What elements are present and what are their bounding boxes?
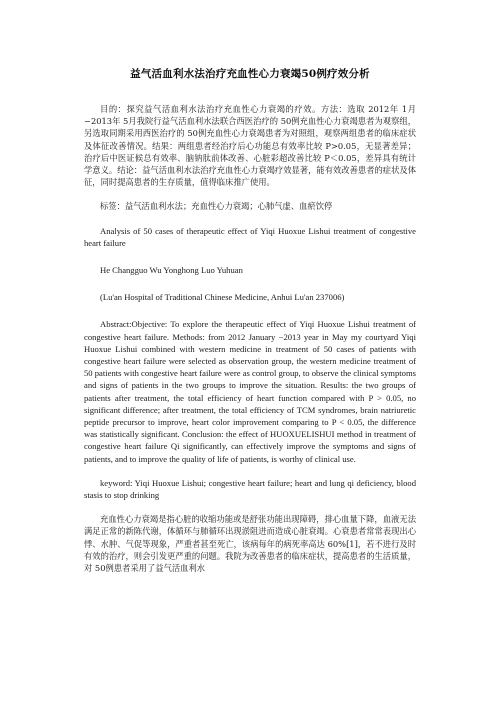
keywords-english: keyword: Yiqi Huoxue Lishui; congestive heart failure; heart and lung qi deficiency, blood stasis to stop drinking <box>84 477 416 501</box>
author-affiliation: (Lu'an Hospital of Traditional Chinese Medicine, Anhui Lu'an 237006) <box>100 292 345 303</box>
body-paragraph: 充血性心力衰竭是指心脏的收缩功能或是舒张功能出现障碍，排心血量下降，血液无法满足正常的新陈代谢，体循环与肺循环出现淤阻进而造成心脏衰竭。心衰患者常常表现出心悸、水肿、气促等现象，严重者甚至死亡，该病每年的病死率高达 60%[1]，若不进行及时有效的治疗，则会引发更严重的问题。我院为改善患者的临床症状，提高患者的生活质量，对 50例患者采用了益气活血利水 <box>84 514 416 574</box>
abstract-chinese: 目的：探究益气活血利水法治疗充血性心力衰竭的疗效。方法：选取 2012年 1月−2013年 5月我院行益气活血利水法联合西医治疗的 50例充血性心力衰竭患者为观察组，另选取同期采用西医治疗的 50例充血性心力衰竭患者为对照组，观察两组患者的临床症状及体征改善情况。结果：两组患者经治疗后心功能总有效率比较 P>0.05，无显著差异；治疗后中医证候总有效率、脑钠肽前体改善、心脏彩超改善比较 P＜0.05，差异具有统计学意义。结论：益气活血利水法治疗充血性心力衰竭疗效显著，能有效改善患者的症状及体征，同时提高患者的生存质量，值得临床推广使用。 <box>84 104 416 188</box>
abstract-english: Abstract:Objective: To explore the therapeutic effect of Yiqi Huoxue Lishui treatment of congestive heart failure. Methods: from 2012 January −2013 year in May my courtyard Yiqi Huoxue Lishui combined with western medicine in treatment of 50 cases of patients with congestive heart failure were selected as observation group, the western medicine treatment of 50 patients with congestive heart failure were as control group, to observe the clinical symptoms and signs of patients in the two groups to improve the situation. Results: the two groups of patients after treatment, the total efficiency of heart function compared with P > 0.05, no significant difference; after treatment, the total efficiency of TCM syndromes, brain natriuretic peptide precursor to improve, heart color improvement comparing to P < 0.05, the difference was statistically significant. Conclusion: the effect of HUOXUELISHUI method in treatment of congestive heart failure Qi significantly, can effectively improve the symptoms and signs of patients, and to improve the quality of life of patients, is worthy of clinical use. <box>84 319 416 464</box>
author-names: He Changguo Wu Yonghong Luo Yuhuan <box>100 265 243 276</box>
keywords-chinese: 标签：益气活血利水法；充血性心力衰竭；心肺气虚、血瘀饮停 <box>100 201 333 212</box>
english-title: Analysis of 50 cases of therapeutic effect of Yiqi Huoxue Lishui treatment of congestive heart failure <box>84 225 416 248</box>
paper-title: 益气活血利水法治疗充血性心力衰竭50例疗效分析 <box>130 68 370 80</box>
